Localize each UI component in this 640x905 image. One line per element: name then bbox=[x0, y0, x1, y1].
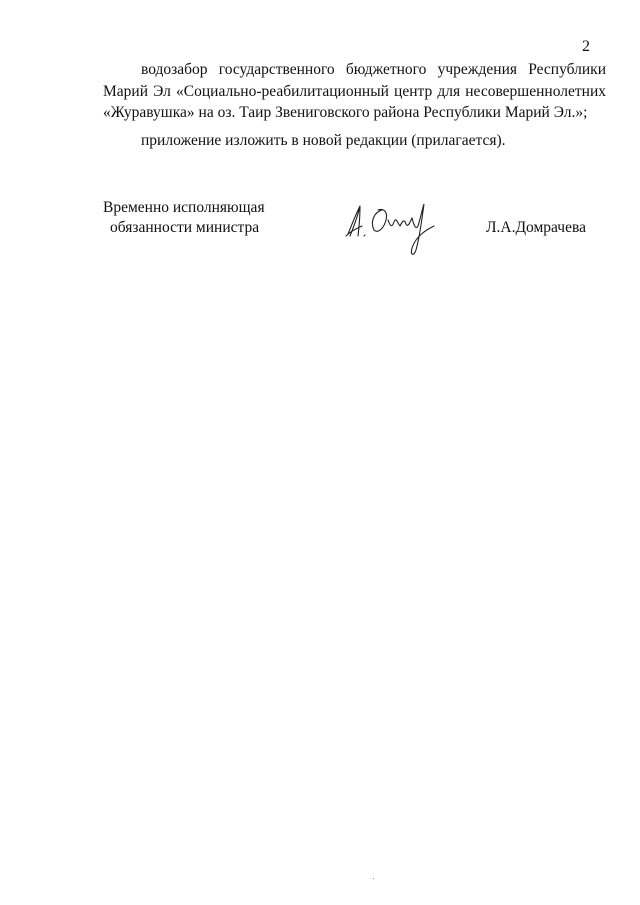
body-line-1: водозабор государственного бюджетного учреждения Республики bbox=[141, 61, 606, 78]
signatory-name: Л.А.Домрачева bbox=[486, 219, 586, 236]
signatory-position-line-1: Временно исполняющая bbox=[103, 199, 265, 216]
body-line-3: «Журавушка» на оз. Таир Звениговского района Республики Марий Эл.»; bbox=[103, 104, 588, 121]
scan-artifact bbox=[373, 878, 374, 879]
body-line-2: Марий Эл «Социально-реабилитационный центр для несовершеннолетних bbox=[103, 83, 606, 100]
handwritten-signature bbox=[338, 196, 448, 260]
signatory-position-line-2: обязанности министра bbox=[110, 219, 260, 236]
body-paragraph-2: приложение изложить в новой редакции (прилагается). bbox=[141, 132, 506, 149]
page-number: 2 bbox=[582, 38, 590, 55]
